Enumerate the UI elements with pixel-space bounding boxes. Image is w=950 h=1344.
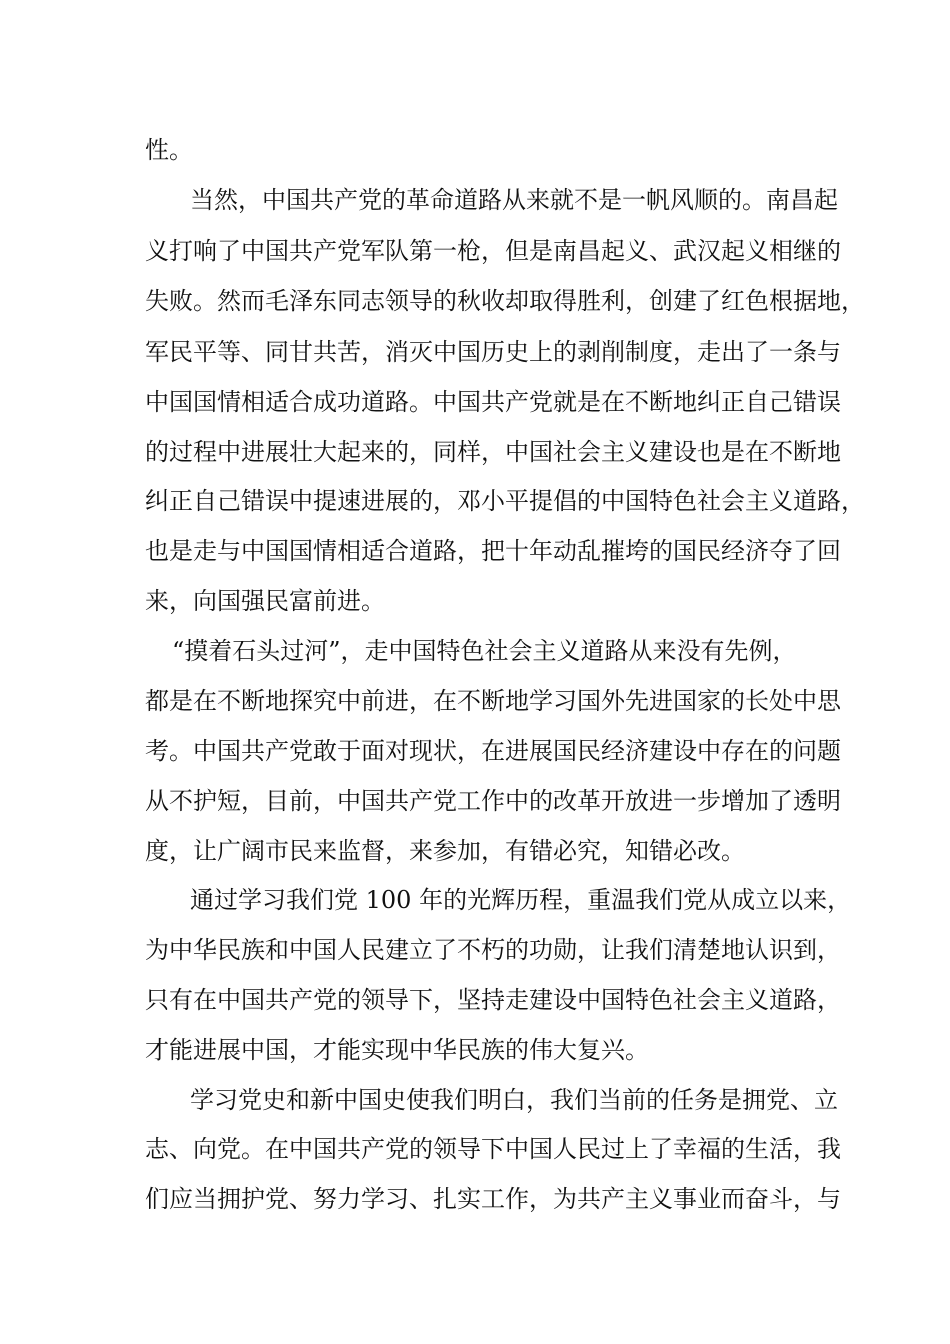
text-line: 纠正自己错误中提速进展的，邓小平提倡的中国特色社会主义道路， (145, 487, 865, 515)
text-line: 只有在中国共产党的领导下，坚持走建设中国特色社会主义道路， (145, 986, 841, 1014)
text-line: 从不护短，目前，中国共产党工作中的改革开放进一步增加了透明 (145, 787, 841, 815)
text-line: 考。中国共产党敢于面对现状，在进展国民经济建设中存在的问题 (145, 737, 841, 765)
text-line: 军民平等、同甘共苦，消灭中国历史上的剥削制度，走出了一条与 (145, 338, 841, 366)
text-line: 性。 (145, 136, 193, 164)
text-line: 都是在不断地探究中前进，在不断地学习国外先进国家的长处中思 (145, 687, 841, 715)
text-line: 们应当拥护党、努力学习、扎实工作，为共产主义事业而奋斗，与 (145, 1185, 841, 1213)
text-line: 通过学习我们党 100 年的光辉历程，重温我们党从成立以来， (190, 886, 852, 914)
text-line: 志、向党。在中国共产党的领导下中国人民过上了幸福的生活，我 (145, 1135, 841, 1163)
text-line: 才能进展中国，才能实现中华民族的伟大复兴。 (145, 1036, 649, 1064)
text-line: 中国国情相适合成功道路。中国共产党就是在不断地纠正自己错误 (145, 388, 841, 416)
text-line: 来，向国强民富前进。 (145, 587, 385, 615)
text-line: 学习党史和新中国史使我们明白，我们当前的任务是拥党、立 (190, 1086, 838, 1114)
text-line: 当然，中国共产党的革命道路从来就不是一帆风顺的。南昌起 (190, 186, 838, 214)
text-line: 义打响了中国共产党军队第一枪，但是南昌起义、武汉起义相继的 (145, 237, 841, 265)
text-line: 也是走与中国国情相适合道路，把十年动乱摧垮的国民经济夺了回 (145, 537, 841, 565)
text-line: 度，让广阔市民来监督，来参加，有错必究，知错必改。 (145, 837, 745, 865)
text-line: 的过程中进展壮大起来的，同样，中国社会主义建设也是在不断地 (145, 438, 841, 466)
text-line: 为中华民族和中国人民建立了不朽的功勋，让我们清楚地认识到， (145, 936, 841, 964)
text-line: “摸着石头过河”，走中国特色社会主义道路从来没有先例， (172, 637, 797, 665)
text-line: 失败。然而毛泽东同志领导的秋收却取得胜利，创建了红色根据地， (145, 287, 865, 315)
